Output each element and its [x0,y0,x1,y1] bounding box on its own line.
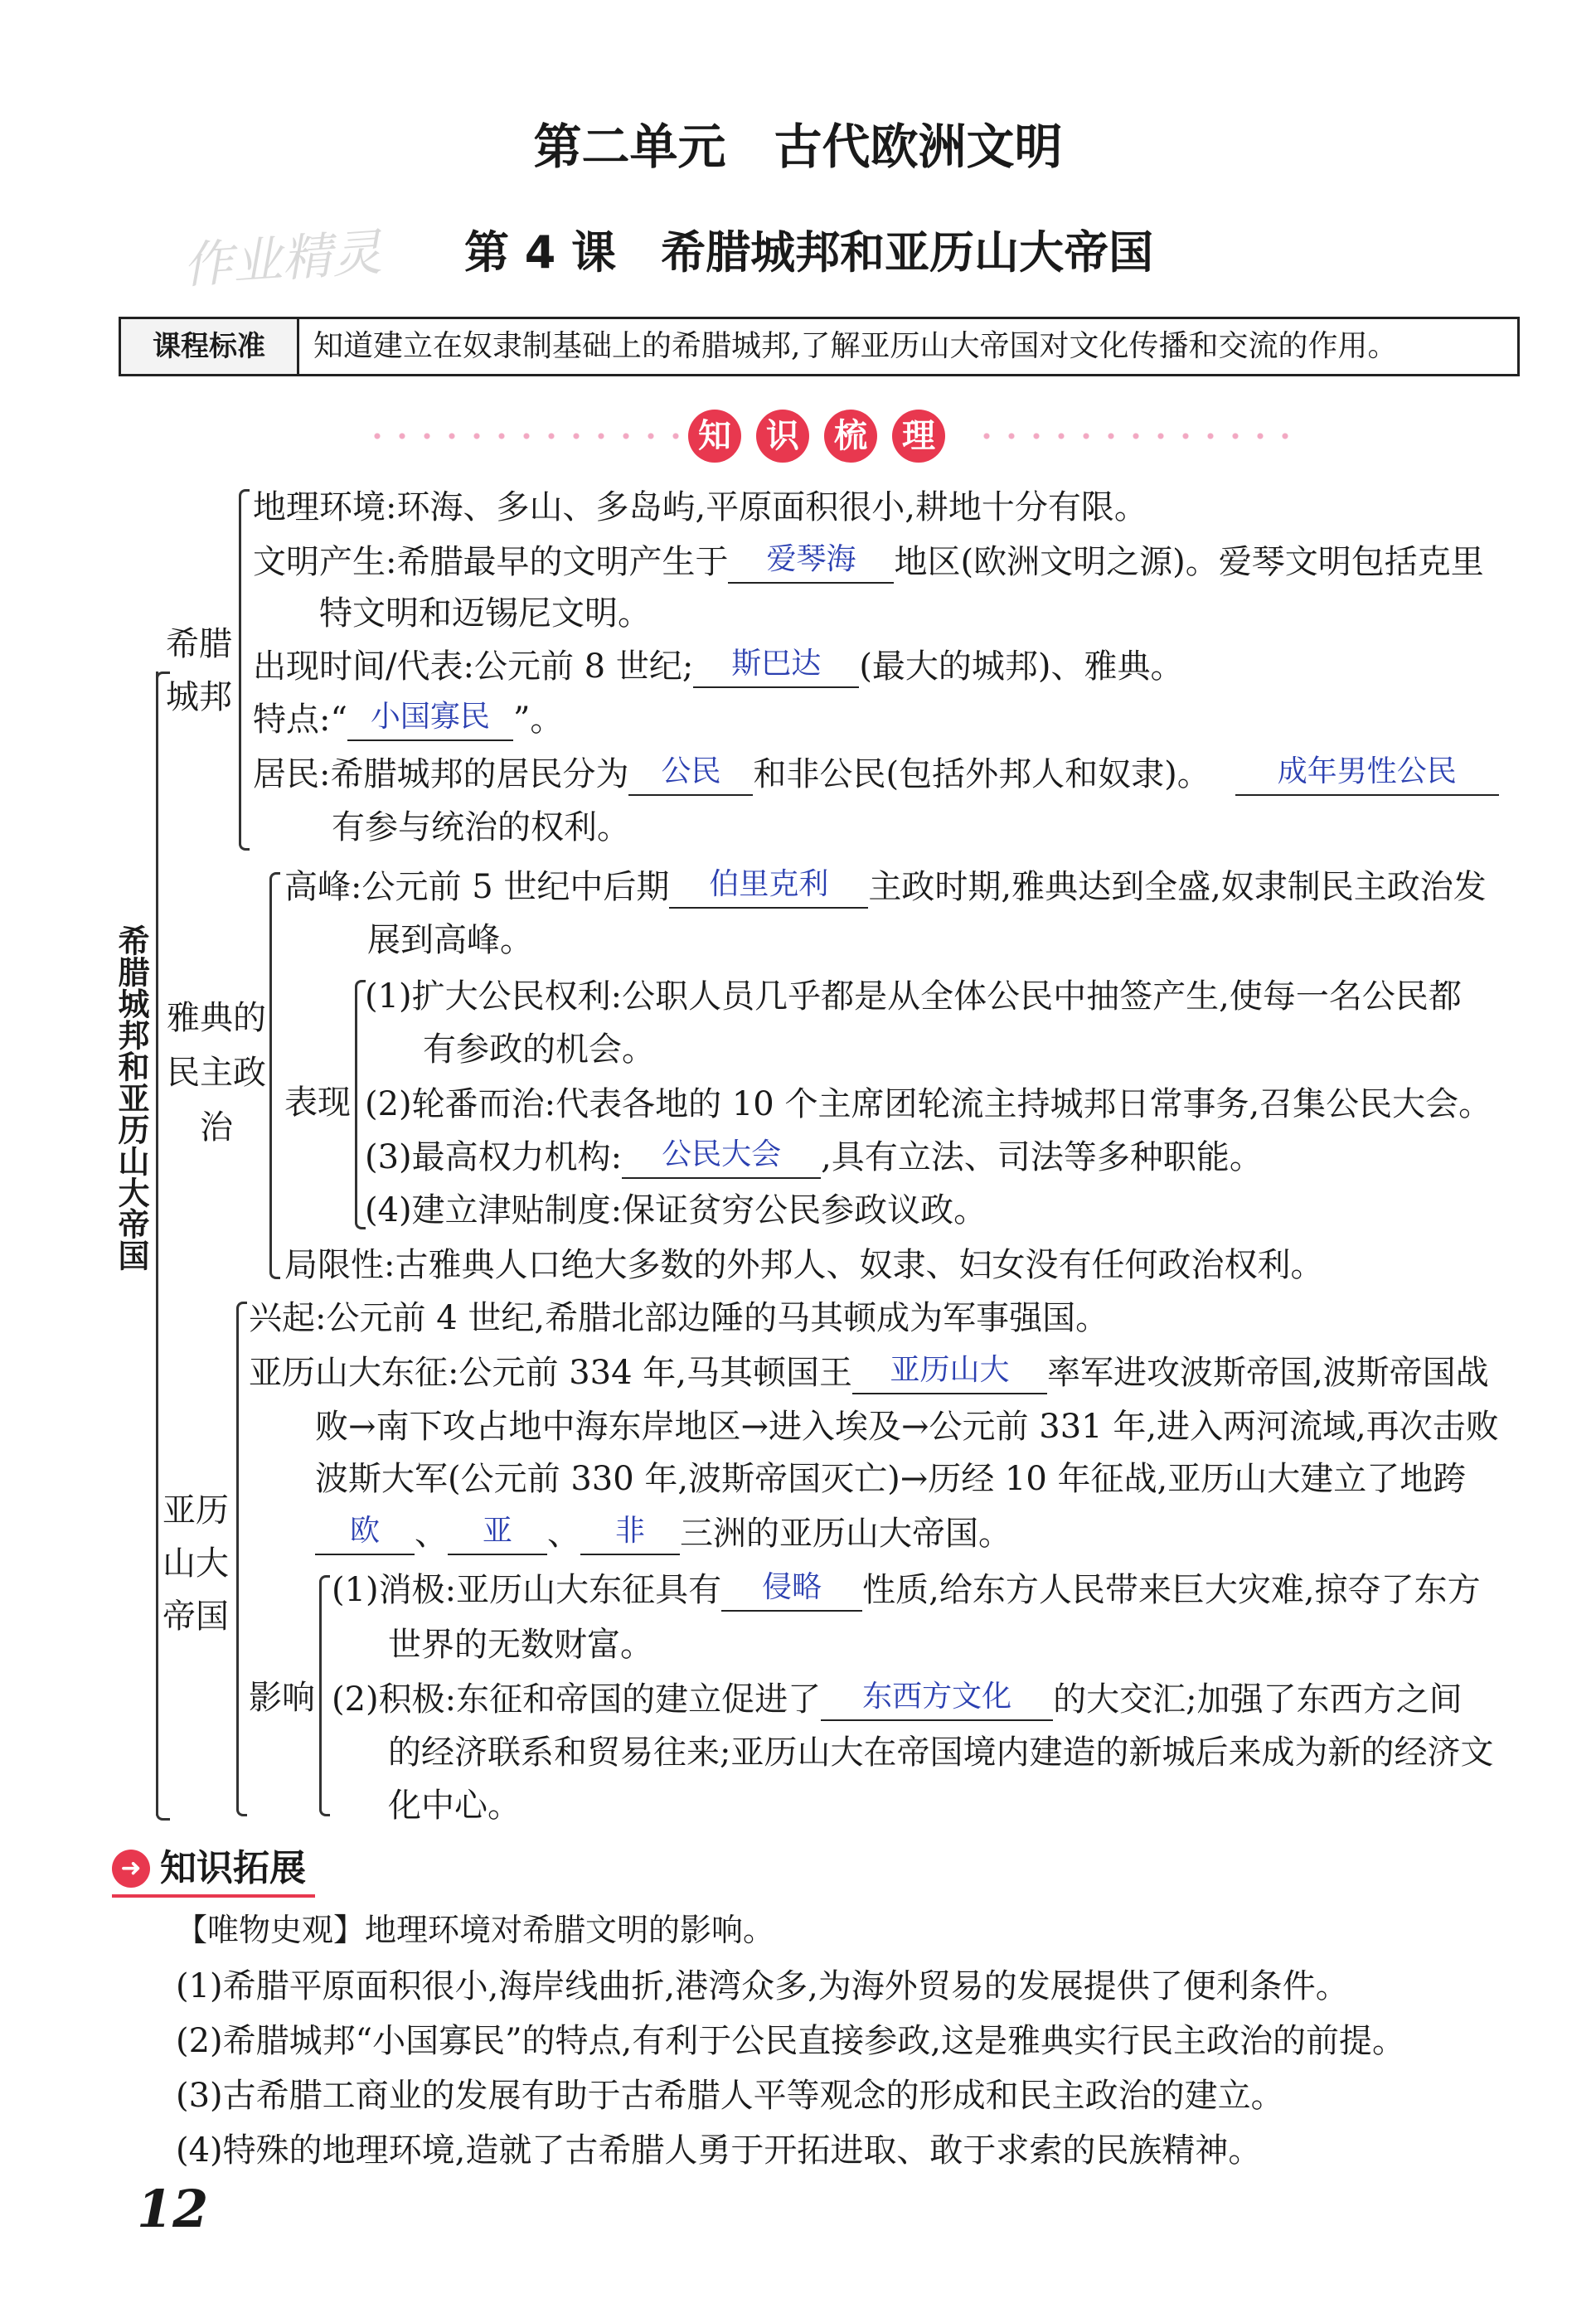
blank-assembly [622,1137,821,1179]
greek-feature-b: ”。 [512,701,564,739]
alex-impact-2 [332,1678,1463,1721]
alex-impact-2a: (2)积极:东征和帝国的建立促进了 [332,1680,822,1719]
greek-residents-b: 和非公民(包括外邦人和奴隶)。 [753,755,1210,793]
standard-text: 知道建立在奴隶制基础上的希腊城邦,了解亚历山大帝国对文化传播和交流的作用。 [313,329,1398,363]
extension-underline [112,1894,315,1898]
greek-brace [239,489,250,851]
blank-adult [1235,754,1499,796]
athens-label: 雅典的民主政治 [167,999,266,1147]
alex-impact-1a: (1)消极:亚历山大东征具有 [332,1571,722,1609]
section-char-2: 识 [756,410,809,463]
blank-europe [315,1513,415,1555]
alexander-label: 亚历山大帝国 [163,1491,229,1636]
blank-culture [821,1679,1053,1721]
athens-p3-a: (3)最高权力机构: [365,1138,623,1176]
extension-heading: 【唯物史观】地理环境对希腊文明的影响。 [176,1912,775,1948]
answer-assembly: 公民大会 [662,1137,782,1171]
answer-sparta: 斯巴达 [731,646,822,680]
alex-rise: 兴起:公元前 4 世纪,希腊北部边陲的马其顿成为军事强国。 [249,1299,1109,1337]
greek-feature-a: 特点:“ [253,701,347,739]
athens-p1-cont: 有参政的机会。 [423,1030,655,1069]
arrow-right-icon: ➜ [112,1850,150,1888]
section-char-3: 梳 [824,410,877,463]
blank-small [347,699,513,741]
section-dots-right [974,433,1289,439]
answer-citizen: 公民 [661,754,721,788]
watermark: 作业精灵 [181,223,384,296]
answer-pericles: 伯里克利 [709,866,829,900]
greek-origin-b: 地区(欧洲文明之源)。爱琴文明包括克里 [894,543,1484,581]
athens-limit: 局限性:古雅典人口绝大多数的外邦人、奴隶、妇女没有任何政治权利。 [284,1246,1324,1284]
alex-campaign-4b: 三洲的亚历山大帝国。 [680,1515,1011,1553]
athens-p3-b: ,具有立法、司法等多种职能。 [821,1138,1263,1176]
standard-box [119,317,1520,376]
athens-p3 [365,1136,1263,1179]
athens-p1: (1)扩大公民权利:公职人员几乎都是从全体公民中抽签产生,使每一名公民都 [365,977,1462,1016]
yingxiang-brace [319,1575,330,1816]
extension-item-2: (2)希腊城邦“小国寡民”的特点,有利于公民直接参政,这是雅典实行民主政治的前提。 [176,2022,1405,2060]
alex-campaign-3: 波斯大军(公元前 330 年,波斯帝国灭亡)→历经 10 年征战,亚历山大建立了地跨 [315,1460,1467,1498]
athens-peak [284,865,1487,909]
page-number: 12 [137,2179,209,2239]
alex-impact-2-cont: 的经济联系和贸易往来;亚历山大在帝国境内建造的新城后来成为新的经济文 [388,1733,1494,1772]
answer-europe: 欧 [349,1513,380,1547]
greek-origin-a: 文明产生:希腊最早的文明产生于 [253,543,729,581]
greek-time-b: (最大的城邦)、雅典。 [859,647,1184,686]
extension-title: 知识拓展 [160,1847,306,1889]
athens-brace [269,872,280,1279]
answer-aegean: 爱琴海 [766,541,856,575]
athens-p2: (2)轮番而治:代表各地的 10 个主席团轮流主持城邦日常事务,召集公民大会。 [365,1085,1492,1123]
blank-asia [448,1513,547,1555]
greek-feature [253,698,563,741]
athens-p4: (4)建立津贴制度:保证贫穷公民参政议政。 [365,1191,987,1229]
alex-campaign-b: 率军进攻波斯帝国,波斯帝国战 [1046,1354,1489,1392]
alexander-brace [236,1302,247,1816]
unit-title: 第二单元 古代欧洲文明 [533,119,1063,175]
standard-label: 课程标准 [121,319,299,374]
greek-time [253,645,1184,688]
answer-small: 小国寡民 [370,699,490,733]
extension-item-4: (4)特殊的地理环境,造就了古希腊人勇于开拓进取、敢于求索的民族精神。 [176,2131,1262,2170]
answer-alexander: 亚历山大 [890,1352,1010,1386]
alex-impact-1b: 性质,给东方人民带来巨大灾难,掠夺了东方 [862,1571,1481,1609]
answer-culture: 东西方文化 [862,1679,1012,1713]
greek-origin [253,541,1484,584]
blank-alexander [852,1352,1047,1394]
answer-aggression: 侵略 [762,1569,822,1603]
athens-peak-cont: 展到高峰。 [367,921,533,959]
alex-impact-1 [332,1569,1481,1612]
alex-impact-2-cont2: 化中心。 [388,1787,521,1825]
greek-geo: 地理环境:环海、多山、多岛屿,平原面积很小,耕地十分有限。 [253,488,1147,526]
lesson-title: 第 4 课 希腊城邦和亚历山大帝国 [464,226,1154,279]
answer-asia: 亚 [482,1513,512,1547]
athens-peak-a: 高峰:公元前 5 世纪中后期 [284,868,670,906]
alex-sep-1: 、 [415,1515,448,1553]
blank-africa [580,1513,680,1555]
greek-residents-a: 居民:希腊城邦的居民分为 [253,755,629,793]
alex-impact-1-cont: 世界的无数财富。 [388,1626,653,1664]
greek-residents [253,753,1499,796]
athens-biaoxian: 表现 [284,1084,351,1122]
alex-impact-2b: 的大交汇;加强了东西方之间 [1053,1680,1463,1719]
section-char-1: 知 [688,410,741,463]
section-char-4: 理 [892,410,945,463]
greek-origin-cont: 特文明和迈锡尼文明。 [319,594,651,633]
alex-campaign [249,1351,1489,1394]
answer-adult: 成年男性公民 [1277,754,1457,788]
alex-sep-2: 、 [547,1515,580,1553]
athens-peak-b: 主政时期,雅典达到全盛,奴隶制民主政治发 [868,868,1487,906]
blank-pericles [669,866,868,909]
alex-yingxiang: 影响 [249,1679,315,1717]
blank-aegean [728,541,894,584]
extension-item-1: (1)希腊平原面积很小,海岸线曲折,港湾众多,为海外贸易的发展提供了便利条件。 [176,1967,1349,2005]
greek-label: 希腊城邦 [166,625,232,716]
answer-africa: 非 [614,1513,645,1547]
greek-time-a: 出现时间/代表:公元前 8 世纪; [253,647,694,686]
alex-campaign-4 [315,1512,1011,1555]
blank-citizen [628,754,753,796]
main-brace [156,672,170,1821]
greek-residents-cont: 有参与统治的权利。 [332,808,630,846]
blank-sparta [693,646,859,688]
alex-campaign-2: 败→南下攻占地中海东岸地区→进入埃及→公元前 331 年,进入两河流域,再次击败 [315,1408,1499,1446]
blank-aggression [721,1569,862,1612]
section-dots-left [365,433,680,439]
alex-campaign-a: 亚历山大东征:公元前 334 年,马其顿国王 [249,1354,852,1392]
side-label: 希腊城邦和亚历山大帝国 [113,924,149,1271]
extension-item-3: (3)古希腊工商业的发展有助于古希腊人平等观念的形成和民主政治的建立。 [176,2077,1284,2115]
